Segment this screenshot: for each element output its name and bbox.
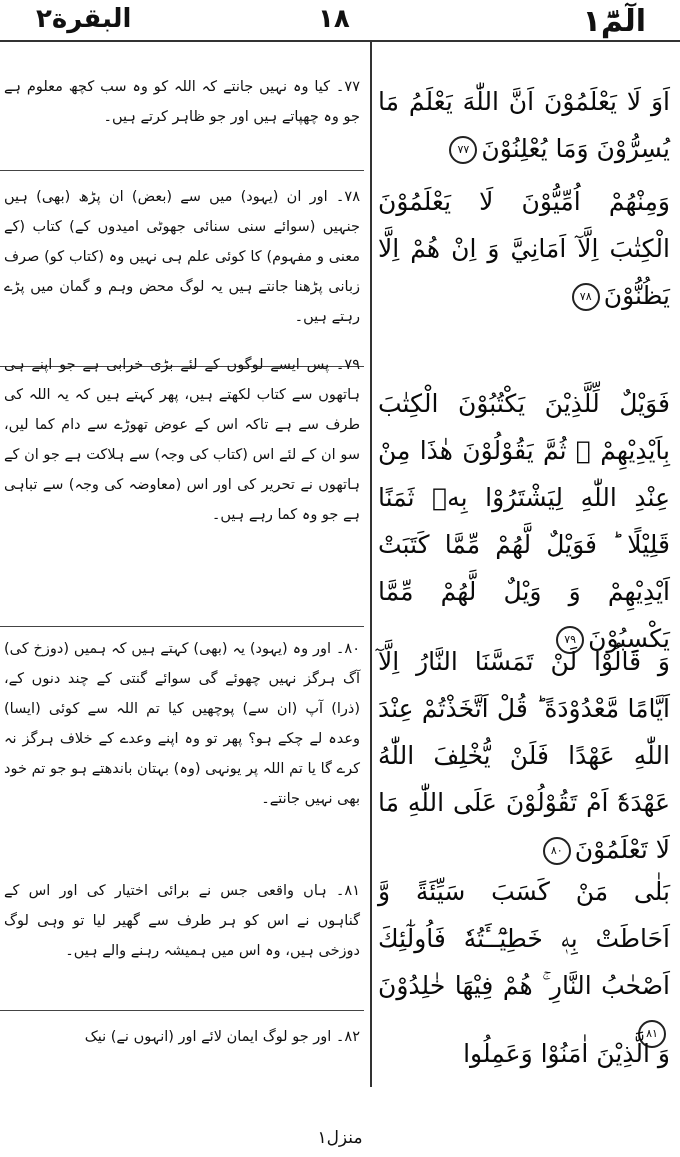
urdu-translation-81: ۸۱۔ ہاں واقعی جس نے برائی اختیار کی اور اس کے گناہوں نے اس کو ہر طرف سے گھیر لیا تو وہی لوگ دوزخی ہیں، وہ اس میں ہمیشہ رہنے والے ہیں۔	[4, 883, 360, 959]
arabic-verse-79: فَوَيْلٌ لِّلَّذِيْنَ يَكْتُبُوْنَ الْكِتٰبَ بِاَيْدِيْهِمْ ۗ ثُمَّ يَقُوْلُوْنَ هٰذَا مِنْ عِنْدِ اللّٰهِ لِيَشْتَرُوْا بِهٖ ثَمَنًا قَلِيْلًا ؕ فَوَيْلٌ لَّهُمْ مِّمَّا كَتَبَتْ اَيْدِيْهِمْ وَ وَيْلٌ لَّهُمْ مِّمَّا يَكْسِبُوْنَ٧٩	[378, 389, 670, 653]
juz-name: الٓمّٓ١	[582, 4, 646, 39]
surah-name: البقرة٢	[36, 4, 132, 34]
urdu-translation-77: ۷۷۔ کیا وہ نہیں جانتے کہ اللہ کو وہ سب کچھ معلوم ہے جو وہ چھپاتے ہیں اور جو ظاہر کرتے ہیں۔	[4, 79, 360, 125]
page-header	[0, 0, 680, 42]
page-number: ١٨	[318, 4, 350, 34]
ayah-number-mark: ٧٩	[556, 626, 584, 654]
translation-divider	[0, 170, 364, 171]
urdu-translation-80: ۸۰۔ اور وہ (یہود) یہ (بھی) کہتے ہیں کہ ہمیں (دوزخ کی) آگ ہرگز نہیں چھوئے گی سوائے گنتی کے چند دنوں کے، (ذرا) آپ (ان سے) پوچھیں کیا تم اللہ سے کوئی (ایسا) وعدہ لے چکے ہو؟ پھر تو وہ اپنے وعدے کے خلاف ہرگز نہ کرے گا یا تم اللہ پر یونہی (وہ) بہتان باندھتے ہو جو تم خود بھی نہیں جانتے۔	[4, 641, 360, 807]
ayah-number-mark: ٨١	[638, 1020, 666, 1048]
ayah-number-mark: ٨٠	[543, 837, 571, 865]
column-divider	[370, 42, 372, 1087]
arabic-verse-78: وَمِنْهُمْ اُمِّيُّوْنَ لَا يَعْلَمُوْنَ الْكِتٰبَ اِلَّآ اَمَانِيَّ وَ اِنْ هُمْ اِلَّا يَظُنُّوْنَ٧٨	[378, 187, 670, 310]
arabic-verse-81: بَلٰى مَنْ كَسَبَ سَيِّئَةً وَّ اَحَاطَتْ بِهٖ خَطِيْٓــَٔتُهٗ فَاُولٰٓئِكَ اَصْحٰبُ النَّارِ ۚ هُمْ فِيْهَا خٰلِدُوْنَ٨١	[378, 868, 670, 1056]
ayah-number-mark: ٧٨	[572, 283, 600, 311]
arabic-verse-82: وَ الَّذِيْنَ اٰمَنُوْا وَعَمِلُوا	[463, 1039, 670, 1068]
manzil-footer: منزل١	[317, 1128, 363, 1148]
translation-divider	[0, 1010, 364, 1011]
ayah-number-mark: ٧٧	[449, 136, 477, 164]
urdu-translation-79: ۷۹۔ پس ایسے لوگوں کے لئے بڑی خرابی ہے جو اپنے ہی ہاتھوں سے کتاب لکھتے ہیں، پھر کہتے ہیں کہ یہ اللہ کی طرف سے ہے تاکہ اس کے عوض تھوڑے سے دام کما لیں، سو ان کے لئے اس (کتاب کی وجہ) سے ہلاکت ہے جو ان کے ہاتھوں نے تحریر کی اور اس (معاوضہ کی وجہ) سے تباہی ہے جو وہ کما رہے ہیں۔	[4, 357, 360, 523]
arabic-verse-77: اَوَ لَا يَعْلَمُوْنَ اَنَّ اللّٰهَ يَعْلَمُ مَا يُسِرُّوْنَ وَمَا يُعْلِنُوْنَ٧٧	[378, 87, 670, 163]
urdu-translation-78: ۷۸۔ اور ان (یہود) میں سے (بعض) ان پڑھ (بھی) ہیں جنہیں (سوائے سنی سنائی جھوٹی امیدوں کے) کتاب (کے معنی و مفہوم) کا کوئی علم ہی نہیں وہ (کتاب کو) صرف زبانی پڑھنا جانتے ہیں یہ لوگ محض وہم و گمان میں پڑے رہتے ہیں۔	[4, 189, 360, 325]
arabic-verse-80: وَ قَالُوْا لَنْ تَمَسَّنَا النَّارُ اِلَّآ اَيَّامًا مَّعْدُوْدَةً ؕ قُلْ اَتَّخَذْتُمْ عِنْدَ اللّٰهِ عَهْدًا فَلَنْ يُّخْلِفَ اللّٰهُ عَهْدَهٗٓ اَمْ تَقُوْلُوْنَ عَلَى اللّٰهِ مَا لَا تَعْلَمُوْنَ٨٠	[378, 647, 670, 864]
urdu-translation-82: ۸۲۔ اور جو لوگ ایمان لائے اور (انہوں نے) نیک	[84, 1029, 360, 1045]
translation-divider	[0, 626, 364, 627]
